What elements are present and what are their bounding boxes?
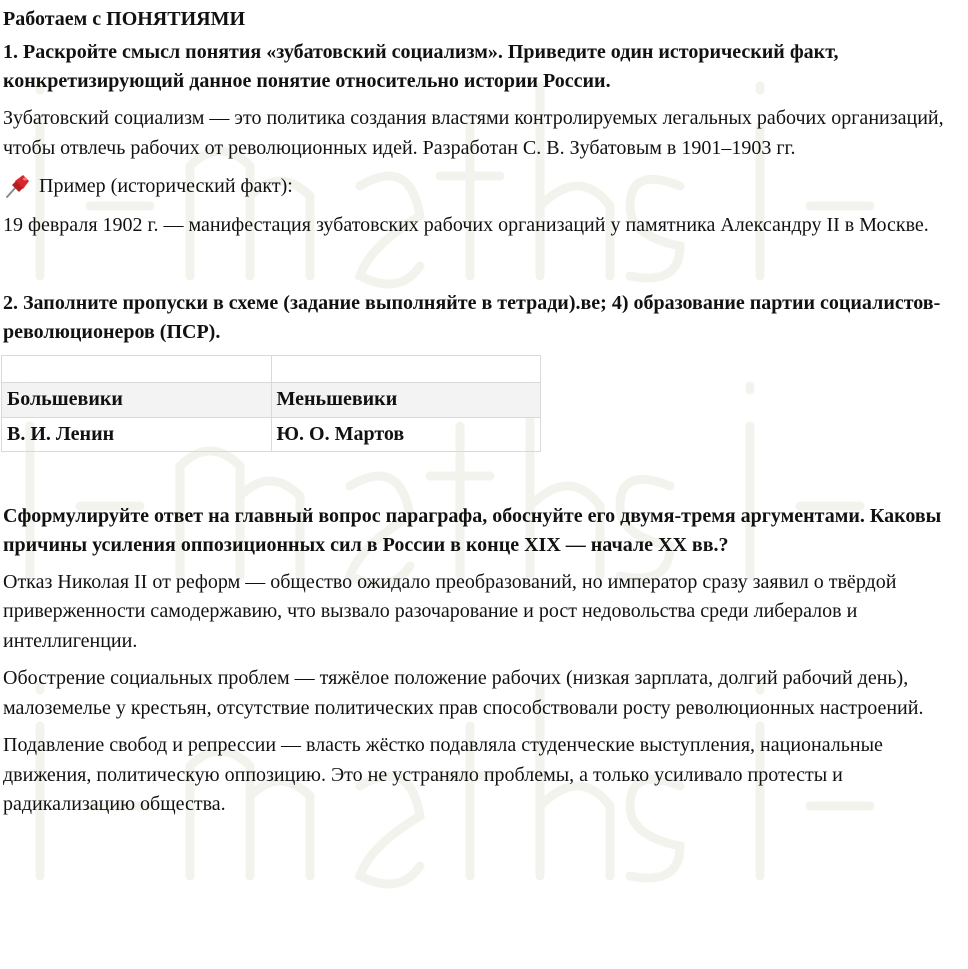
table-cell-lenin: В. И. Ленин <box>2 417 272 451</box>
example-text: 19 февраля 1902 г. — манифестация зубатовских рабочих организаций у памятника Александру II в Москве. <box>3 214 929 236</box>
table-blank-cell <box>2 355 272 382</box>
table-blank-row <box>2 355 541 382</box>
table-header-mensheviks: Меньшевики <box>271 382 541 417</box>
answer-3-reason-1: Отказ Николая II от реформ — общество ожидало преобразований, но император сразу заявил о твёрдой приверженности самодержавию, что вызвало разочарование и рост недовольства среди либералов и интеллигенции. <box>3 570 897 652</box>
parties-table <box>1 355 541 452</box>
answer-3-reason-3: Подавление свобод и репрессии — власть жёстко подавляла студенческие выступления, национальные движения, политическую оппозицию. Это не устраняло проблемы, а только усиливало протесты и радикализацию общества. <box>3 734 883 815</box>
table-row <box>2 417 541 451</box>
question-2: 2. Заполните пропуски в схеме (задание выполняйте в тетради).ве; 4) образование партии социалистов-революционеров (ПСР). <box>3 291 941 343</box>
pushpin-icon <box>3 173 31 199</box>
section-heading: Работаем с ПОНЯТИЯМИ <box>3 8 246 30</box>
example-label: Пример (исторический факт): <box>39 175 293 197</box>
example-label-row <box>3 171 963 201</box>
question-3: Сформулируйте ответ на главный вопрос параграфа, обоснуйте его двумя-тремя аргументами. Каковы причины усиления оппозиционных сил в России в конце XIX — начале XX вв.? <box>3 504 942 556</box>
question-1: 1. Раскройте смысл понятия «зубатовский социализм». Приведите один исторический факт, конкретизирующий данное понятие относительно истории России. <box>3 41 839 92</box>
watermark-text: i-maths <box>0 6 3 7</box>
table-cell-martov: Ю. О. Мартов <box>271 417 541 451</box>
table-blank-cell <box>271 355 541 382</box>
table-header-row <box>2 382 541 417</box>
document-page <box>3 6 963 820</box>
table-header-bolsheviks: Большевики <box>2 382 272 417</box>
answer-1-definition: Зубатовский социализм — это политика создания властями контролируемых легальных рабочих организаций, чтобы отвлечь рабочих от революционных идей. Разработан С. В. Зубатовым в 1901–1903 гг. <box>3 107 944 159</box>
answer-3-reason-2: Обострение социальных проблем — тяжёлое положение рабочих (низкая зарплата, долгий рабочий день), малоземелье у крестьян, отсутствие политических прав способствовали росту революционных настроений. <box>3 667 924 719</box>
